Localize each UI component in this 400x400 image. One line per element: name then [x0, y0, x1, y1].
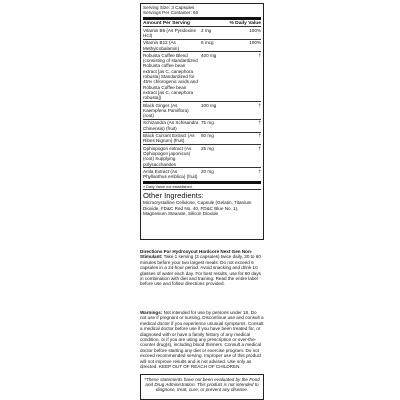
ingredient-amount: 20 mg: [201, 168, 214, 174]
servings-per-container: Servings Per Container: 60: [143, 10, 199, 16]
warnings-section: [140, 310, 264, 369]
ingredient-dv: 100%: [249, 27, 261, 33]
header-daily-value: % Daily Value: [229, 20, 261, 26]
directions-text: Take 1 serving (3 capsules) twice daily, 30 to 60 minutes before your two largest meals. Do not exceed 6 capsules in a 24-hour period. Avoid snacking and drink 10 glasses of water each day. For best results, use for 60 days in combination with diet and training. Read the entire label before use and follow directions provided.: [140, 254, 261, 287]
table-row: [143, 144, 261, 167]
ingredient-name: Robusta Coffee Blend (consisting of standardized Robusta coffee bean extract [as C. canephora robusta] Standardized for 45% chlorogenic acids and Robusta Coffee bean extract [as C. canephora robusta]): [143, 52, 198, 101]
thick-rule: [143, 17, 261, 20]
table-row: [143, 132, 261, 145]
table-row: [143, 101, 261, 119]
warnings-text: Not intended for use by persons under 18. Do not use if pregnant or nursing. Discontinue use and consult a medical doctor if you experience unusual symptoms. Consult a medical doctor before use if you have been treated for, or diagnosed with or have a family history of any medical condition, or if you are using any prescription or over-the-counter drug(s), including blood thinners. Consult a medical doctor before starting any diet or exercise program. Do not exceed recommended serving. Improper use of this product will not improve results and is not advised. Use only as directed. KEEP OUT OF REACH OF CHILDREN.: [140, 310, 264, 370]
ingredient-name: Black Ginger (As Kaempferia Parviflora) (root): [143, 102, 189, 119]
ingredient-name: Amla Extract (As Phyllanthus emblica) (fruit): [143, 168, 198, 180]
ingredient-amount: 25 mg: [201, 145, 214, 151]
ingredient-amount: 2 mg: [201, 27, 212, 33]
thick-rule: [143, 181, 261, 184]
ingredient-amount: 100 mg: [201, 102, 217, 108]
supplement-facts-panel: [140, 3, 264, 240]
ingredient-amount: 6 mcg: [201, 40, 214, 46]
ingredient-name: Schizandra (As Schisandra Chinensis) (fruit): [143, 120, 199, 131]
facts-header: [143, 21, 261, 27]
warnings-title: Warnings:: [140, 310, 163, 315]
ingredient-dv: †: [258, 102, 261, 108]
header-amount: Amount Per Serving: [143, 20, 191, 26]
ingredient-dv: †: [258, 145, 261, 151]
thin-rule: [143, 189, 261, 190]
ingredient-dv: †: [258, 133, 261, 139]
directions-title: Directions For Hydroxycut Hardcore Next Gen Non-Stimulant:: [140, 249, 253, 260]
ingredient-amount: 400 mg: [201, 52, 217, 58]
table-row: [143, 26, 261, 39]
table-row: [143, 39, 261, 52]
table-row: [143, 167, 261, 180]
other-ingredients-text: Microcrystalline Cellulose, Capsule (Gelatin, Titanium Dioxide, FD&C Red No. 40, FD&C Blue No. 1), Magnesium Stearate, Silicon Dioxide: [143, 200, 252, 217]
table-row: [143, 119, 261, 132]
ingredient-name: Vitamin B6 (As Pyridoxine HCl): [143, 27, 197, 38]
serving-size: Serving Size: 3 Capsules: [143, 5, 195, 10]
ingredient-name: Black Currant Extract (As Ribes Nigrum) (fruit): [143, 133, 195, 144]
ingredient-dv: 100%: [249, 40, 261, 46]
ingredient-dv: †: [258, 168, 261, 174]
ingredient-amount: 75 mg: [201, 120, 214, 126]
ingredient-dv: †: [258, 120, 261, 126]
ingredient-name: Vitamin B12 (As Methylcobalamin): [143, 40, 179, 51]
daily-value-footnote: † Daily Value not established.: [143, 184, 193, 189]
fda-disclaimer: *These statements have not been evaluated by the Food and Drug Administration. This product is not intended to diagnose, treat, cure, or prevent any disease.: [140, 374, 264, 400]
ingredient-amount: 50 mg: [201, 133, 214, 139]
ingredient-name: Ophiopogon extract (As Ophiopogon japonicus) (root) Supplying polysaccharides: [143, 145, 192, 167]
ingredient-dv: †: [258, 52, 261, 58]
table-row: [143, 51, 261, 101]
directions-section: [140, 249, 264, 287]
other-ingredients-title: Other Ingredients:: [143, 191, 204, 201]
